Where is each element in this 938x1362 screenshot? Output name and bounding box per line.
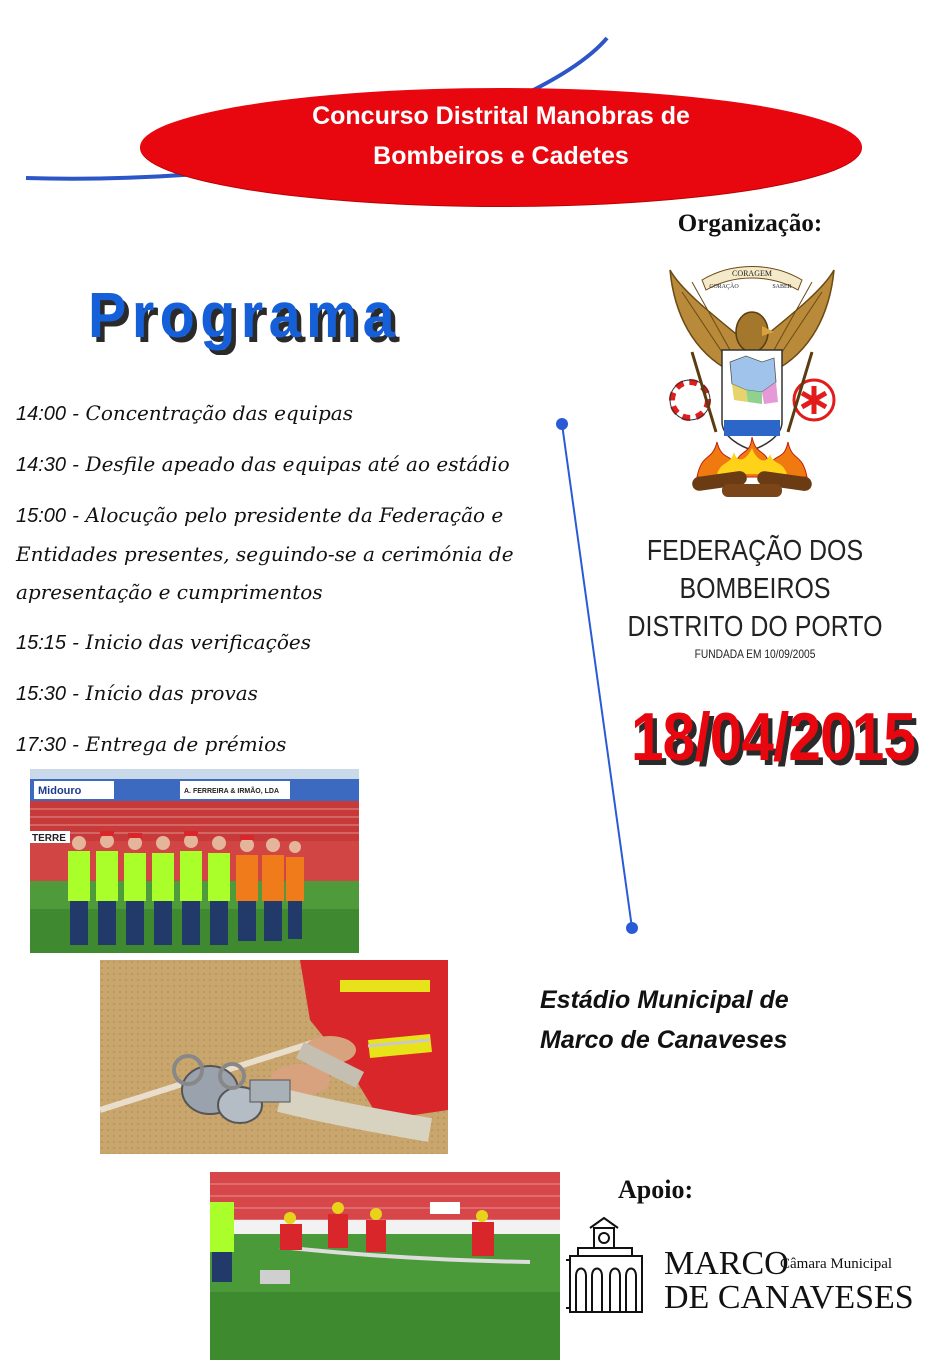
support-label: Apoio: (618, 1175, 694, 1204)
venue-line2: Marco de Canaveses (540, 1026, 788, 1054)
schedule-text-line3: apresentação e cumprimentos (16, 580, 323, 604)
schedule-time: 14:30 (16, 454, 67, 476)
connector-line (540, 400, 660, 940)
schedule-text: - Entrega de prémios (72, 732, 287, 756)
federation-name-line2: DISTRITO DO PORTO (627, 611, 883, 643)
municipality-logo-line1: MARCO (664, 1245, 789, 1282)
event-date: 18/04/2015 (631, 699, 916, 775)
schedule-item (16, 674, 576, 713)
federation-crest-logo (662, 252, 842, 508)
event-title-line2: Bombeiros e Cadetes (373, 142, 629, 170)
crest-ribbon-left: CORAÇÃO (709, 284, 739, 290)
program-title: Programa (88, 279, 401, 351)
photo-firefighters-action (210, 1172, 560, 1360)
organization-label: Organização: (677, 210, 823, 237)
photo-teams-on-field (30, 769, 359, 953)
event-venue (540, 980, 789, 1060)
schedule-item (16, 725, 576, 764)
federation-founded: FUNDADA EM 10/09/2005 (694, 647, 816, 661)
schedule-time: 14:00 (16, 403, 67, 425)
schedule-text: - Desfile apeado das equipas até ao estádio (72, 452, 510, 476)
schedule-time: 17:30 (16, 734, 67, 756)
photo-hose-connection (100, 960, 448, 1154)
schedule-text: - Inicio das verificações (72, 630, 311, 654)
federation-name-line1: FEDERAÇÃO DOS BOMBEIROS (646, 535, 864, 605)
connector-dot-top (556, 418, 568, 430)
municipality-logo-sub: Câmara Municipal (780, 1256, 893, 1272)
municipality-logo (566, 1216, 916, 1316)
crest-ribbon-top: CORAGEM (731, 269, 773, 278)
event-title-line1: Concurso Distrital Manobras de (312, 102, 690, 130)
banner-terre: TERRE (32, 833, 66, 844)
banner-ferreira: A. FERREIRA & IRMÃO, LDA (184, 788, 280, 795)
event-title (170, 96, 832, 176)
schedule-text-line2: Entidades presentes, seguindo-se a cerimónia de (16, 542, 514, 566)
schedule-item (16, 623, 576, 662)
venue-line1: Estádio Municipal de (540, 986, 789, 1014)
municipality-logo-line2: DE CANAVESES (664, 1279, 914, 1316)
schedule-text-line1: - Alocução pelo presidente da Federação e (72, 503, 504, 527)
schedule-item (16, 445, 576, 484)
crest-ribbon-right: SABER (772, 284, 792, 290)
connector-dot-bottom (626, 922, 638, 934)
schedule-item (16, 394, 576, 433)
schedule-time: 15:30 (16, 683, 67, 705)
schedule-text: - Início das provas (72, 681, 258, 705)
schedule-text: - Concentração das equipas (72, 401, 353, 425)
schedule-time: 15:15 (16, 632, 67, 654)
program-schedule (16, 394, 576, 776)
banner-midouro: Midouro (38, 785, 82, 797)
schedule-time: 15:00 (16, 505, 67, 527)
schedule-item (16, 496, 576, 611)
